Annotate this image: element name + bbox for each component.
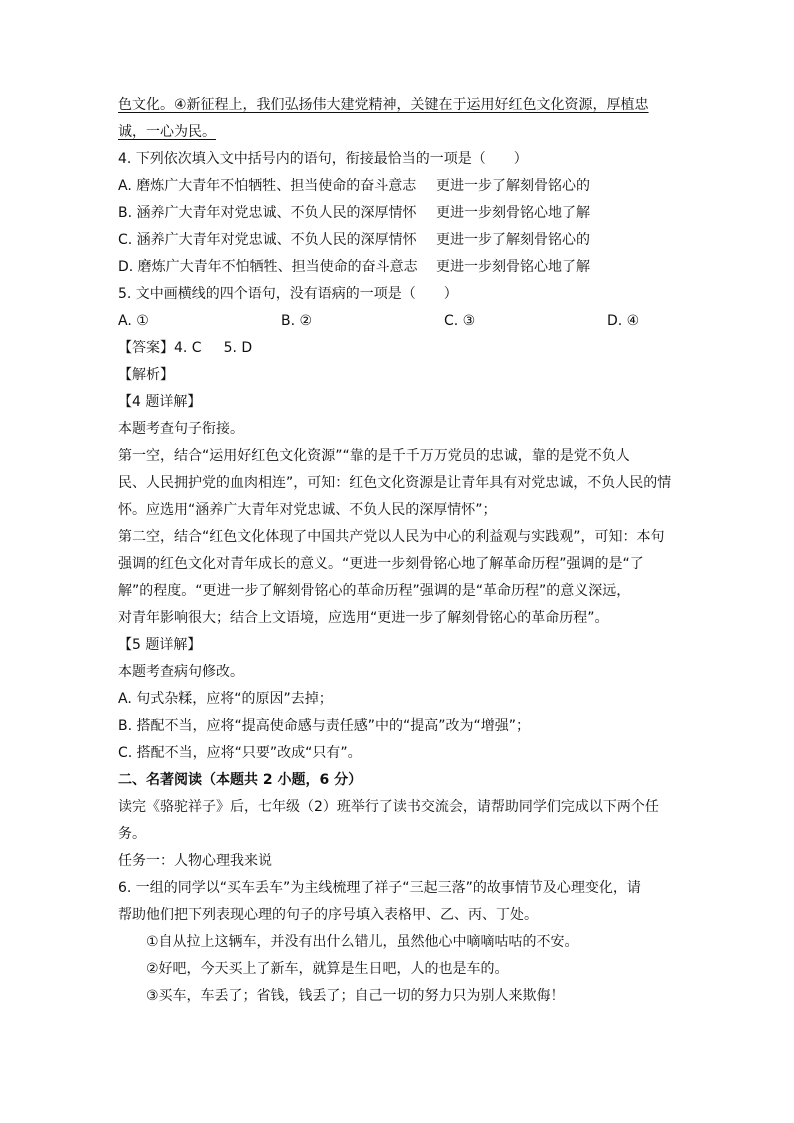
- quote-item: ①自从拉上这辆车，并没有出什么错儿，虽然他心中嘀嘀咕咕的不安。: [146, 934, 579, 950]
- question-6-line: 6. 一组的同学以“买车丢车”为主线梳理了祥子“三起三落”的故事情节及心理变化，请: [118, 880, 641, 896]
- section-intro-line: 读完《骆驼祥子》后，七年级（2）班举行了读书交流会，请帮助同学们完成以下两个任: [118, 799, 659, 815]
- page-content: [118, 92, 678, 1010]
- option-text: A. 磨炼广大青年不怕牺牲、担当使命的奋斗意志: [118, 178, 417, 194]
- analysis-line: 本题考查句子衔接。: [118, 421, 244, 437]
- analysis-label: 【解析】: [118, 367, 174, 383]
- question-4-option-c: [118, 227, 678, 254]
- quote-item: ③买车，车丢了；省钱，钱丢了；自己一切的努力只为别人来欺侮！: [146, 988, 565, 1004]
- analysis-line: 第二空，结合“红色文化体现了中国共产党以人民为中心的利益观与实践观”，可知：本句: [118, 529, 665, 545]
- question-4-stem: 4. 下列依次填入文中括号内的语句，衔接最恰当的一项是（ ）: [118, 151, 528, 167]
- answer-label: 【答案】: [118, 340, 174, 356]
- option-c: C. ③: [444, 313, 476, 329]
- passage-line: 色文化。④新征程上，我们弘扬伟大建党精神，关键在于运用好红色文化资源，厚植忠: [118, 97, 649, 113]
- answer-line: [118, 335, 678, 362]
- analysis-line: 第一空，结合“运用好红色文化资源”“靠的是千千万万党员的忠诚，靠的是党不负人: [118, 448, 630, 464]
- analysis-line: A. 句式杂糅，应将“的原因”去掉；: [118, 691, 333, 707]
- question-4-option-d: [118, 254, 678, 281]
- option-text: 更进一步刻骨铭心地了解: [436, 205, 590, 221]
- analysis-line: 强调的红色文化对青年成长的意义。“更进一步刻骨铭心地了解革命历程”强调的是“了: [118, 556, 644, 572]
- question-4-option-b: [118, 200, 678, 227]
- answer-5: 5. D: [223, 340, 253, 356]
- task-title: 任务一：人物心理我来说: [118, 853, 272, 869]
- option-b: B. ②: [281, 313, 313, 329]
- question-6-line: 帮助他们把下列表现心理的句子的序号填入表格甲、乙、丙、丁处。: [118, 907, 538, 923]
- q5-analysis-header: 【5 题详解】: [118, 637, 202, 653]
- analysis-line: 本题考查病句修改。: [118, 664, 244, 680]
- passage-line: 诚，一心为民。: [118, 124, 216, 140]
- option-a: A. ①: [118, 313, 149, 329]
- q4-analysis-header: 【4 题详解】: [118, 394, 202, 410]
- option-d: D. ④: [607, 313, 640, 329]
- answer-4: 4. C: [174, 340, 202, 356]
- analysis-line: 对青年影响很大；结合上文语境，应选用“更进一步了解刻骨铭心的革命历程”。: [118, 610, 609, 626]
- analysis-line: B. 搭配不当，应将“提高使命感与责任感”中的“提高”改为“增强”；: [118, 718, 531, 734]
- option-text: B. 涵养广大青年对党忠诚、不负人民的深厚情怀: [118, 205, 417, 221]
- analysis-line: 怀。应选用“涵养广大青年对党忠诚、不负人民的深厚情怀”；: [118, 502, 497, 518]
- option-text: D. 磨炼广大青年不怕牺牲、担当使命的奋斗意志: [118, 259, 418, 275]
- analysis-line: 解”的程度。“更进一步了解刻骨铭心的革命历程”强调的是“革命历程”的意义深远，: [118, 583, 631, 599]
- question-5-options: [118, 308, 678, 335]
- analysis-line: 民、人民拥护党的血肉相连”，可知：红色文化资源是让青年具有对党忠诚，不负人民的情: [118, 475, 672, 491]
- analysis-line: C. 搭配不当，应将“只要”改成“只有”。: [118, 745, 362, 761]
- quote-item: ②好吧，今天买上了新车，就算是生日吧，人的也是车的。: [146, 961, 509, 977]
- question-4-option-a: [118, 173, 678, 200]
- option-text: C. 涵养广大青年对党忠诚、不负人民的深厚情怀: [118, 232, 417, 248]
- section-intro-line: 务。: [118, 826, 146, 842]
- section-title: 二、名著阅读（本题共 2 小题，6 分）: [118, 772, 363, 788]
- option-text: 更进一步了解刻骨铭心的: [436, 178, 590, 194]
- option-text: 更进一步刻骨铭心地了解: [436, 259, 590, 275]
- question-5-stem: 5. 文中画横线的四个语句，没有语病的一项是（ ）: [118, 286, 458, 302]
- option-text: 更进一步了解刻骨铭心的: [436, 232, 590, 248]
